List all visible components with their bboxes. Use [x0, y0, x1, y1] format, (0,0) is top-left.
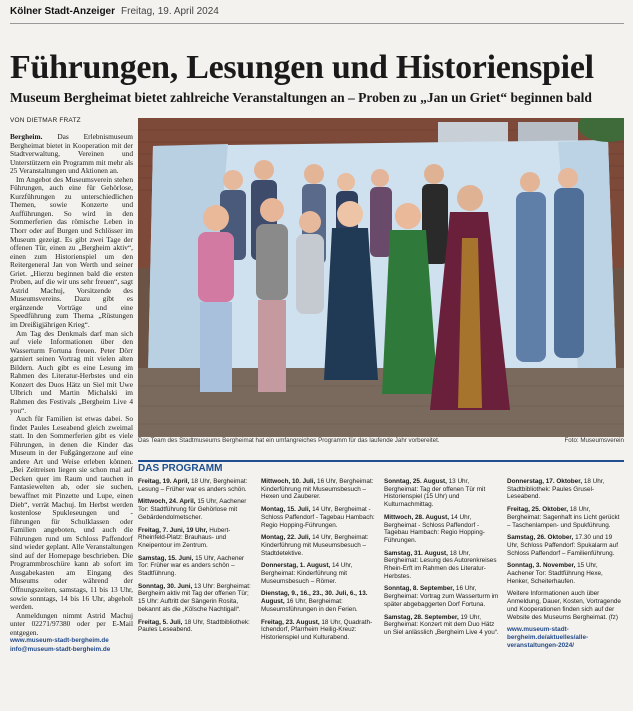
event-date: Montag, 22. Juli,: [261, 534, 311, 542]
event-description: 13 Uhr: Bergheimat: Bergheim aktiv mit Tag der offenen Tür; 15 Uhr: Auftritt der Sängerin Rosita, bekannt als die „Kölsche Nachtigall“.: [138, 582, 251, 613]
program-event: [261, 562, 378, 585]
program-event: [261, 506, 378, 529]
photo-credit: Foto: Museumsverein: [564, 437, 624, 444]
program-event: [507, 534, 624, 557]
event-description: 18 Uhr, Stadtbibliothek: Paules Leseabend.: [138, 618, 250, 634]
event-date: Freitag, 5. Juli,: [138, 618, 183, 626]
program-event: [261, 619, 378, 642]
issue-date: Freitag, 19. April 2024: [121, 6, 219, 17]
event-date: Sonntag, 3. November,: [507, 562, 576, 570]
program-title: DAS PROGRAMM: [138, 460, 624, 473]
program-event: [261, 478, 378, 501]
program-columns: [138, 478, 624, 649]
article-paragraph: Im Angebot des Museumsverein stehen Führungen, auch eine für Gehörlose, Kurzführungen zu unterschiedlichen Themen, sowie Konzerte und Aufführungen. So wird in den Sommerferien das römische Leben in Thorr oder auf Burgen und Schlösser im Museum gezeigt. Es gibt zwei Tage der offenen Tür, einen zu „Bergheim aktiv“, einen zum Historienspiel um den Reitergeneral Jan von Werth und seiner Griet. „Hierzu beginnen bald die ersten Proben, auf die wir uns sehr freuen“, sagt Astrid Machuj, Vorsitzende des Museumsvereins. Dazu gibt es ergänzende Vorträge und eine Speedführung zum Thema „Rüstungen im Dreißigjährigen Krieg“.: [10, 174, 133, 330]
event-date: Mittwoch, 28. August,: [384, 513, 449, 521]
event-date: Mittwoch, 24. April,: [138, 498, 196, 506]
photo-caption: [138, 437, 624, 447]
event-description: Hubert-Rheinfeld-Platz: Brauhaus- und Kneipentour im Zentrum.: [138, 526, 231, 549]
program-website-link[interactable]: www.museum-stadt-bergheim.de/aktuelles/alle-veranstaltungen-2024/: [507, 626, 589, 649]
event-description: 18 Uhr, Bergheimat: Lesung des Autorenkreises Rhein-Erft im Rahmen des Literatur-Herbstes.: [384, 549, 497, 580]
program-column: [384, 478, 501, 649]
event-date: Freitag, 25. Oktober,: [507, 506, 568, 514]
program-event: [507, 506, 624, 529]
event-description: 18 Uhr, Bergheimat: Sagenhaft ins Licht gerückt – Taschenlampen- und Spukführung.: [507, 506, 620, 529]
dateline: Bergheim.: [10, 132, 43, 141]
event-date: Montag, 15. Juli,: [261, 506, 311, 514]
program-event: [507, 478, 624, 501]
article-paragraph: [10, 133, 133, 176]
event-date: Donnerstag, 17. Oktober,: [507, 478, 583, 485]
event-description: 18 Uhr, Quadrath-Ichendorf, Pfarrheim Heilig-Kreuz: Historienspiel und Kulturabend.: [261, 618, 373, 641]
program-event: [384, 585, 501, 608]
paragraph-text: Das Erlebnismuseum Bergheimat bietet in Kooperation mit der Stadtverwaltung, Vereinen und Unterstützern ein Programm mit mehr als 25 Veranstaltungen und Aktionen an.: [10, 132, 133, 176]
program-event: [384, 478, 501, 509]
program-event: [261, 590, 378, 613]
event-description: 17.30 und 19 Uhr, Schloss Paffendorf: Spukalarm auf Schloss Paffendorf – Familienführung.: [507, 534, 618, 557]
program-event: [261, 534, 378, 557]
event-date: Samstag, 15. Juni,: [138, 554, 194, 562]
program-event: [138, 583, 255, 614]
subheadline: Museum Bergheimat bietet zahlreiche Veranstaltungen an – Proben zu „Jan un Griet“ beginnen bald: [10, 90, 592, 105]
event-description: 16 Uhr, Bergheimat: Vortrag zum Wasserturm im später abgebaggerten Dorf Fortuna.: [384, 585, 499, 608]
masthead: [10, 6, 624, 24]
event-date: Sonntag, 25. August,: [384, 478, 447, 485]
caption-text: Das Team des Stadtmuseums Bergheimat hat ein umfangreiches Programm für das laufende Jahr vorbereitet.: [138, 437, 440, 444]
program-event: [138, 619, 255, 634]
event-description: Weitere Informationen auch über Anmeldung, Dauer, Kosten, Vortragende und Kooperationen finden sich auf der Website des Museums Bergheimat. (fz): [507, 590, 621, 621]
event-description: 15 Uhr, Aachener Tor: Früher war es anders schön – Stadtführung.: [138, 554, 245, 578]
website-link[interactable]: www.museum-stadt-bergheim.de: [10, 637, 109, 645]
event-date: Freitag, 23. August,: [261, 618, 320, 626]
program-event: [507, 562, 624, 585]
article-paragraph: Auch für Familien ist etwas dabei. So findet Paules Leseabend gleich zweimal statt. In den Sommerferien gibt es viele Führungen, in denen die Kinder das Museum in der Fußgängerzone auf eine andere Art und Weise erleben können. „Bei Zeitreisen liegen sie schon mal auf Decken quer im Raum und tauchen in Fantasiewelten ab, oder sie suchen, bewaffnet mit Pinzette und Lupe, einen Dieb“, verrät Machuj. Im Herbst werden kostenlose Spukleseungen und -führungen für Schulklassen oder Familien angeboten, und auch die Führungen rund um Schloss Paffendorf sind wieder geplant. Alle Veranstaltungen sind auf der Homepage beschrieben. Die Programmbroschüre kann ab sofort im Ausgabekasten am Eingang des Museums oder während der Öffnungszeiten, samstags, 11 bis 13 Uhr, sowie sonntags, 14 bis 16 Uhr, abgeholt werden.: [10, 414, 133, 612]
event-date: Samstag, 26. Oktober,: [507, 534, 574, 542]
newspaper-name: Kölner Stadt-Anzeiger: [10, 6, 116, 17]
event-date: Donnerstag, 1. August,: [261, 562, 331, 570]
event-description: 14 Uhr, Bergheimat - Schloss Paffendorf - Tagebau Hambach: Regio Hopping-Führungen.: [261, 506, 375, 529]
article-body: [10, 133, 133, 654]
article-paragraph: Anmeldungen nimmt Astrid Machuj unter 02271/97380 oder per E-Mail entgegen.: [10, 610, 133, 637]
program-column: [507, 478, 624, 649]
program-event: [138, 478, 255, 493]
program-event: [138, 527, 255, 550]
program-event: [384, 514, 501, 545]
event-description: 16 Uhr, Bergheimat: Kinderführung mit Museumsbesuch – Hexen und Zauberer.: [261, 478, 374, 501]
event-description: 16 Uhr, Bergheimat: Museumsführungen in den Ferien.: [261, 598, 358, 613]
event-description: 18 Uhr, Stadtbibliothek: Paules Grusel-Leseabend.: [507, 478, 605, 501]
event-date: Freitag, 19. April,: [138, 478, 190, 485]
event-description: 13 Uhr, Bergheimat: Tag der offenen Tür mit Historienspiel (15 Uhr) und Kulturnachmittag.: [384, 478, 486, 509]
headline: Führungen, Lesungen und Historienspiel: [10, 49, 594, 86]
program-column: [261, 478, 378, 649]
program-event: [138, 498, 255, 521]
email-link[interactable]: info@museum-stadt-bergheim.de: [10, 645, 111, 653]
event-description: 19 Uhr, Bergheimat: Konzert mit dem Duo Hätz un Siel anlässlich „Bergheim Live 4 you“.: [384, 613, 499, 636]
program-event: [507, 590, 624, 621]
article-paragraph: Am Tag des Denkmals darf man sich auf viele Informationen über den Wasserturm Fortuna freuen. Peter Dörr garniert seinen Vortrag mit vielen alten Bildern. Auch gibt es eine Lesung im Rahmen des Literatur-Herbstes und ein Konzert des Duos Hätz un Siel mit Uwe Ulbrich und Martin Michalski im Rahmen des Festivals „Bergheim Live 4 you“.: [10, 328, 133, 415]
event-date: Dienstag, 9., 16., 23., 30. Juli, 6., 13. August,: [261, 590, 368, 606]
event-date: Mittwoch, 10. Juli,: [261, 478, 316, 485]
event-description: 14 Uhr, Bergheimat: Kinderführung mit Museumsbesuch – Römer.: [261, 562, 353, 585]
group-photo: [138, 118, 624, 437]
event-description: 18 Uhr, Bergheimat: Lesung – Früher war es anders schön.: [138, 478, 248, 493]
event-date: Samstag, 31. August,: [384, 549, 448, 557]
program-event: [138, 555, 255, 578]
event-date: Freitag, 7. Juni, 19 Uhr,: [138, 526, 208, 534]
byline: VON DIETMAR FRATZ: [10, 117, 81, 124]
event-description: 15 Uhr, Aachener Tor: Stadtführung für Gehörlose mit Gebärdendolmetscher.: [138, 498, 247, 521]
program-event: [384, 550, 501, 581]
event-description: 15 Uhr, Aachener Tor: Stadtführung Hexe, Henker, Scheiterhaufen.: [507, 562, 603, 585]
event-description: 14 Uhr, Bergheimat: Kinderführung mit Museumsbesuch – Stadtdetektive.: [261, 534, 369, 557]
event-description: 14 Uhr, Bergheimat - Schloss Paffendorf - Tagebau Hambach: Regio Hopping-Führungen.: [384, 513, 485, 544]
program-event: [384, 614, 501, 637]
event-date: Sonntag, 8. September,: [384, 585, 455, 593]
event-date: Samstag, 28. September,: [384, 613, 459, 621]
program-column: [138, 478, 255, 649]
event-date: Sonntag, 30. Juni,: [138, 582, 193, 590]
